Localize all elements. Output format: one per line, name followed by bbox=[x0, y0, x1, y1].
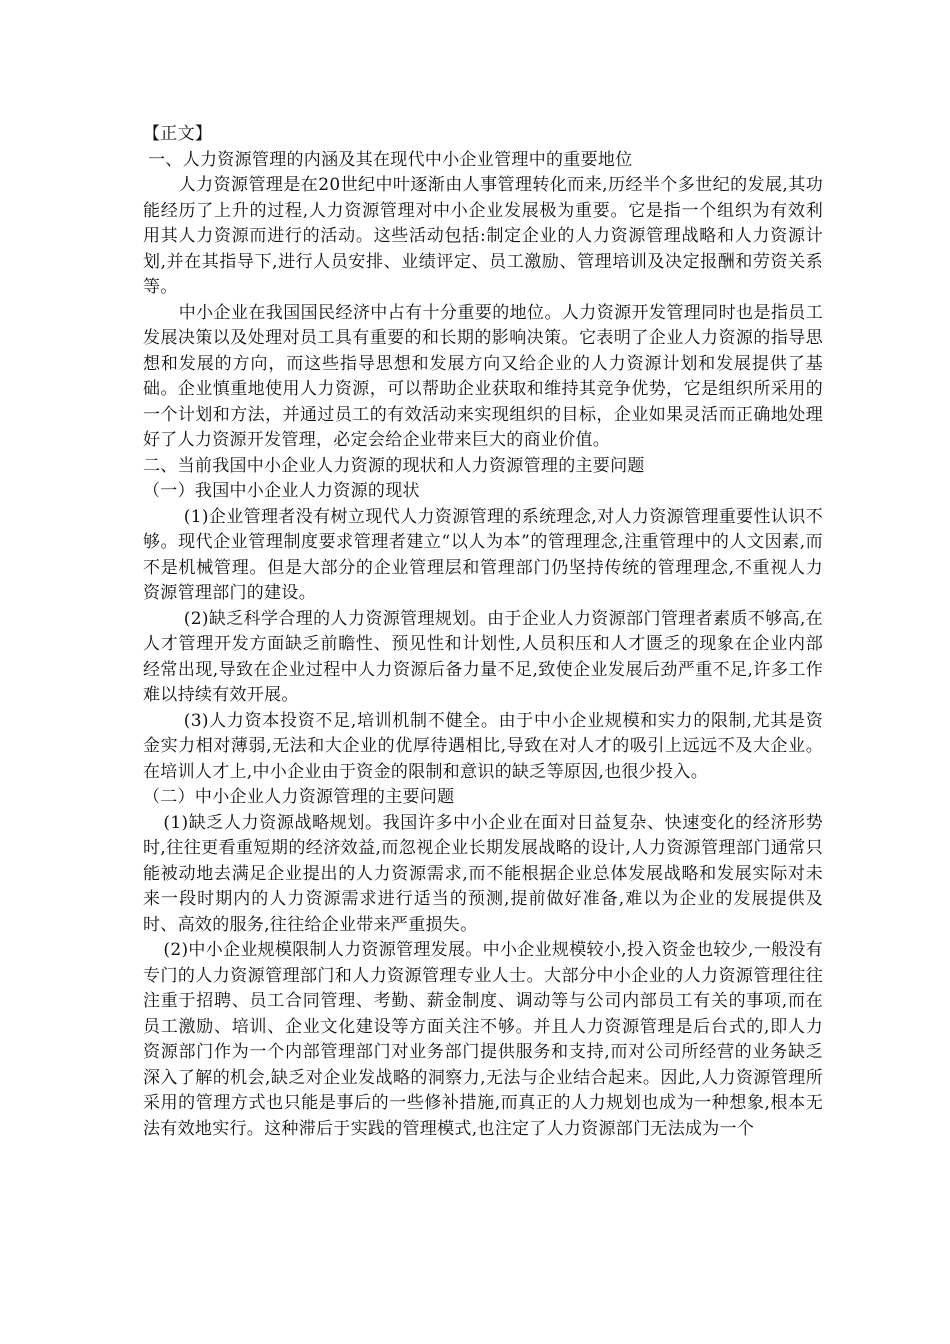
subheading-2-1: （一）我国中小企业人力资源的现状 bbox=[143, 481, 420, 501]
paragraph-2: 中小企业在我国国民经济中占有十分重要的地位。人力资源开发管理同时也是指员工发展决策以及处理对员工具有重要的和长期的影响决策。它表明了企业人力资源的指导思想和发展的方向，而这些指导思想和发展方向又给企业的人力资源计划和发展提供了基础。企业慎重地使用人力资源，可以帮助企业获取和维持其竞争优势，它是组织所采用的一个计划和方法，并通过员工的有效活动来实现组织的目标，企业如果灵活而正确地处理好了人力资源开发管理，必定会给企业带来巨大的商业价值。 bbox=[143, 302, 823, 450]
heading-1: 一、人力资源管理的内涵及其在现代中小企业管理中的重要地位 bbox=[148, 149, 633, 170]
paragraph-1: 人力资源管理是在20世纪中叶逐渐由人事管理转化而来,历经半个多世纪的发展,其功能经历了上升的过程,人力资源管理对中小企业发展极为重要。它是指一个组织为有效利用其人力资源而进行的活动。这些活动包括:制定企业的人力资源管理战略和人力资源计划,并在其指导下,进行人员安排、业绩评定、员工激励、管理培训及决定报酬和劳资关系等。 bbox=[143, 175, 823, 297]
paragraph-4: (2)缺乏科学合理的人力资源管理规划。由于企业人力资源部门管理者素质不够高,在人才管理开发方面缺乏前瞻性、预见性和计划性,人员积压和人才匮乏的现象在企业内部经常出现,导致在企业过程中人力资源后备力量不足,致使企业发展后劲严重不足,许多工作难以持续有效开展。 bbox=[143, 608, 823, 705]
paragraph-7: (2)中小企业规模限制人力资源管理发展。中小企业规模较小,投入资金也较少,一般没有专门的人力资源管理部门和人力资源管理专业人士。大部分中小企业的人力资源管理往往注重于招聘、员工合同管理、考勤、薪金制度、调动等与公司内部员工有关的事项,而在员工激励、培训、企业文化建设等方面关注不够。并且人力资源管理是后台式的,即人力资源部门作为一个内部管理部门对业务部门提供服务和支持,而对公司所经营的业务缺乏深入了解的机会,缺乏对企业发战略的洞察力,无法与企业结合起来。因此,人力资源管理所采用的管理方式也只能是事后的一些修补措施,而真正的人力规划也成为一种想象,根本无法有效地实行。这种滞后于实践的管理模式,也注定了人力资源部门无法成为一个 bbox=[143, 940, 823, 1139]
heading-2: 二、当前我国中小企业人力资源的现状和人力资源管理的主要问题 bbox=[143, 455, 645, 476]
section-label: 【正文】 bbox=[143, 124, 213, 144]
paragraph-5: (3)人力资本投资不足,培训机制不健全。由于中小企业规模和实力的限制,尤其是资金实力相对薄弱,无法和大企业的优厚待遇相比,导致在对人才的吸引上远远不及大企业。在培训人才上,中小企业由于资金的限制和意识的缺乏等原因,也很少投入。 bbox=[143, 710, 823, 782]
subheading-2-2: （二）中小企业人力资源管理的主要问题 bbox=[143, 787, 455, 807]
paragraph-6: (1)缺乏人力资源战略规划。我国许多中小企业在面对日益复杂、快速变化的经济形势时,往往更看重短期的经济效益,而忽视企业长期发展战略的设计,人力资源管理部门通常只能被动地去满足企业提出的人力资源需求,而不能根据企业总体发展战略和发展实际对未来一段时期内的人力资源需求进行适当的预测,提前做好准备,难以为企业的发展提供及时、高效的服务,往往给企业带来严重损失。 bbox=[143, 812, 823, 935]
paragraph-3: (1)企业管理者没有树立现代人力资源管理的系统理念,对人力资源管理重要性认识不够。现代企业管理制度要求管理者建立“以人为本”的管理理念,注重管理中的人文因素,而不是机械管理。但是大部分的企业管理层和管理部门仍坚持传统的管理理念,不重视人力资源管理部门的建设。 bbox=[143, 506, 823, 603]
document-body bbox=[143, 122, 823, 1142]
